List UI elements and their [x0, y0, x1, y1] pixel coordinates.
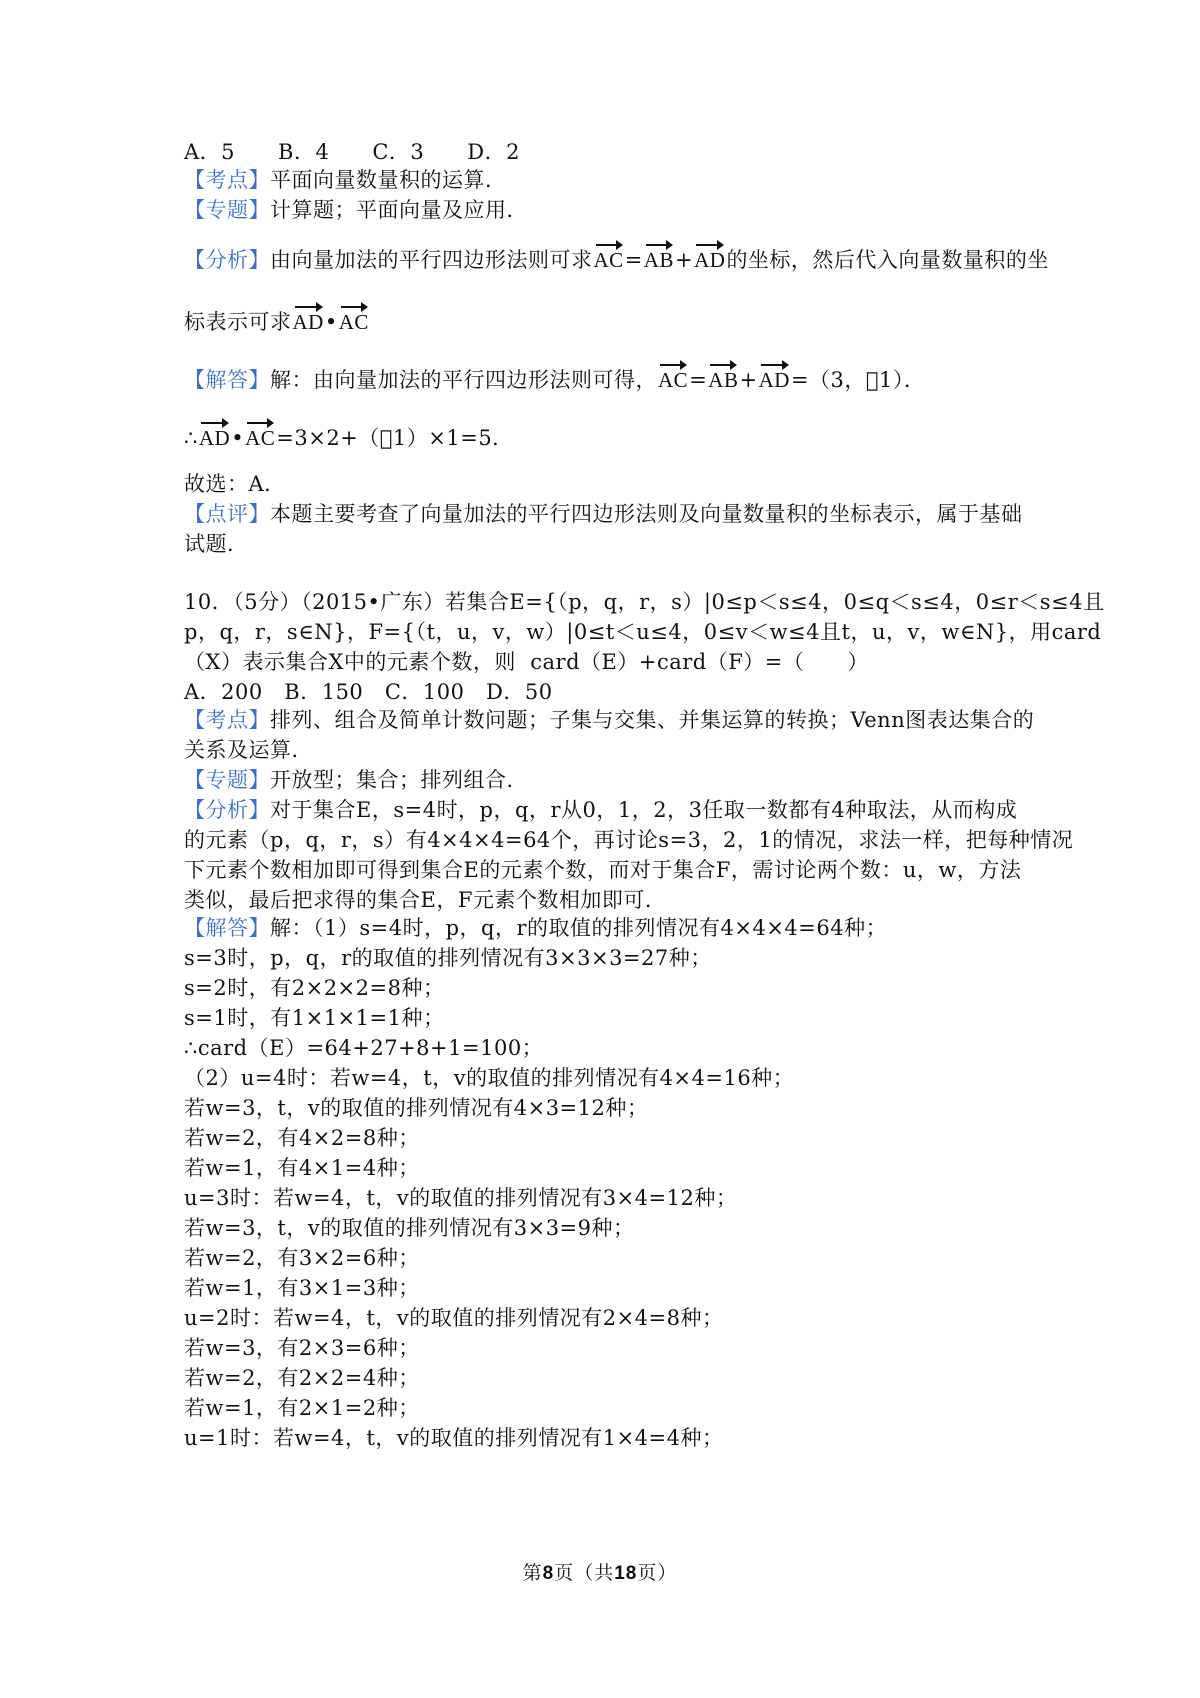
fenxi-text: 对于集合E，s=4时，p，q，r从0，1，2，3任取一数都有4种取法，从而构成 [270, 798, 1018, 822]
zhuanti-tag: 【专题】 [184, 198, 270, 222]
kaodian-text: 排列、组合及简单计数问题；子集与交集、并集运算的转换；Venn图表达集合的 [270, 708, 1035, 732]
q9-dianping-line-2: 试题． [184, 532, 249, 556]
solution-line: 若w=3，t，v的取值的排列情况有3×3=9种； [184, 1216, 635, 1240]
q10-fenxi-line-4: 类似，最后把求得的集合E，F元素个数相加即可． [184, 888, 667, 912]
total-pages: 18 [614, 1563, 638, 1584]
q10-kaodian-line-1 [184, 706, 1034, 734]
q9-options: A．5 B．4 C．3 D．2 [184, 140, 520, 164]
footer-text: 页） [637, 1562, 678, 1584]
kaodian-tag: 【考点】 [184, 168, 270, 192]
zhuanti-text: 开放型；集合；排列组合． [270, 768, 528, 792]
solution-line: 若w=3，有2×3=6种； [184, 1336, 420, 1360]
solution-line: 若w=1，有2×1=2种； [184, 1396, 420, 1420]
solution-line: u=1时：若w=4，t，v的取值的排列情况有1×4=4种； [184, 1426, 724, 1450]
q10-stem-line-1: 10．（5分）（2015•广东）若集合E={（p，q，r，s）|0≤p＜s≤4，0≤q＜s≤4，0≤r＜s≤4且 [184, 590, 1105, 614]
jieda-text: =（3，￿1）． [790, 368, 926, 392]
kaodian-tag: 【考点】 [184, 708, 270, 732]
q9-jieda-line [184, 360, 925, 394]
vector-ac: AC [245, 418, 275, 452]
fenxi-text: 标表示可求 [184, 310, 292, 334]
vector-ad: AD [759, 360, 790, 394]
vector-ac: AC [658, 360, 688, 394]
fenxi-text: 的坐标，然后代入向量数量积的坐 [726, 248, 1049, 272]
q9-dianping-line-1 [184, 500, 1023, 528]
vector-ab: AB [644, 240, 674, 274]
vector-ac: AC [594, 240, 624, 274]
q10-fenxi-line-2: 的元素（p，q，r，s）有4×4×4=64个，再讨论s=3，2，1的情况，求法一样，把每种情况 [184, 828, 1074, 852]
jieda-tag: 【解答】 [184, 368, 270, 392]
q9-calc-line [184, 418, 514, 452]
solution-line: 若w=2，有3×2=6种； [184, 1246, 420, 1270]
vector-ad: AD [694, 240, 725, 274]
calc-text: =3×2+（￿1）×1=5． [276, 426, 514, 450]
q9-kaodian-line [184, 166, 507, 194]
solution-line: u=3时：若w=4，t，v的取值的排列情况有3×4=12种； [184, 1186, 738, 1210]
fenxi-tag: 【分析】 [184, 798, 270, 822]
page-number: 8 [542, 1563, 555, 1584]
solution-line: 若w=3，t，v的取值的排列情况有4×3=12种； [184, 1096, 649, 1120]
q9-choice: 故选：A． [184, 472, 286, 496]
vector-ab: AB [708, 360, 738, 394]
solution-line: 若w=1，有3×1=3种； [184, 1276, 420, 1300]
dianping-text: 本题主要考查了向量加法的平行四边形法则及向量数量积的坐标表示，属于基础 [270, 502, 1023, 526]
solution-line: s=1时，有1×1×1=1种； [184, 1006, 445, 1030]
fenxi-text: 由向量加法的平行四边形法则可求 [270, 248, 593, 272]
q9-zhuanti-line [184, 196, 528, 224]
zhuanti-tag: 【专题】 [184, 768, 270, 792]
q10-stem-line-3: （X）表示集合X中的元素个数，则 card（E）+card（F）=（ ） [184, 650, 869, 674]
jieda-tag: 【解答】 [184, 916, 270, 940]
therefore-symbol: ∴ [184, 426, 198, 450]
solution-line: 若w=2，有2×2=4种； [184, 1366, 420, 1390]
plus-sign: + [739, 368, 758, 392]
solution-line: 若w=1，有4×1=4种； [184, 1156, 420, 1180]
q9-fenxi-line-2 [184, 302, 370, 336]
equals-sign: = [689, 368, 708, 392]
vector-ac: AC [339, 302, 369, 336]
vector-ad: AD [293, 302, 324, 336]
footer-text: 第 [522, 1562, 543, 1584]
q9-fenxi-line-1 [184, 240, 1049, 274]
solution-line: ∴card（E）=64+27+8+1=100； [184, 1036, 544, 1060]
plus-sign: + [674, 248, 694, 272]
fenxi-tag: 【分析】 [184, 248, 270, 272]
kaodian-text: 平面向量数量积的运算． [270, 168, 507, 192]
q10-fenxi-line-1 [184, 796, 1017, 824]
q10-fenxi-line-3: 下元素个数相加即可得到集合E的元素个数，而对于集合F，需讨论两个数：u，w，方法 [184, 858, 1022, 882]
dot-operator: • [231, 426, 245, 450]
dot-operator: • [324, 310, 338, 334]
zhuanti-text: 计算题；平面向量及应用． [270, 198, 528, 222]
solution-line: 若w=2，有4×2=8种； [184, 1126, 420, 1150]
solution-line: （2）u=4时：若w=4，t，v的取值的排列情况有4×4=16种； [184, 1066, 795, 1090]
solution-line: u=2时：若w=4，t，v的取值的排列情况有2×4=8种； [184, 1306, 724, 1330]
solution-line: s=2时，有2×2×2=8种； [184, 976, 445, 1000]
jieda-text: 解：由向量加法的平行四边形法则可得， [270, 368, 657, 392]
q10-jieda-line [184, 914, 887, 942]
footer-text: 页（共 [554, 1562, 615, 1584]
q10-stem-line-2: p，q，r，s∈N}，F={（t，u，v，w）|0≤t＜u≤4，0≤v＜w≤4且t，u，v，w∈N}，用card [184, 620, 1102, 644]
solution-line: s=3时，p，q，r的取值的排列情况有3×3×3=27种； [184, 946, 712, 970]
q10-options: A．200 B．150 C．100 D．50 [184, 680, 553, 704]
page-footer [0, 1558, 1200, 1585]
vector-ad: AD [199, 418, 230, 452]
q10-zhuanti-line [184, 766, 528, 794]
dianping-tag: 【点评】 [184, 502, 270, 526]
equals-sign: = [624, 248, 643, 272]
jieda-text: 解：（1）s=4时，p，q，r的取值的排列情况有4×4×4=64种； [270, 916, 888, 940]
q10-kaodian-line-2: 关系及运算． [184, 738, 313, 762]
